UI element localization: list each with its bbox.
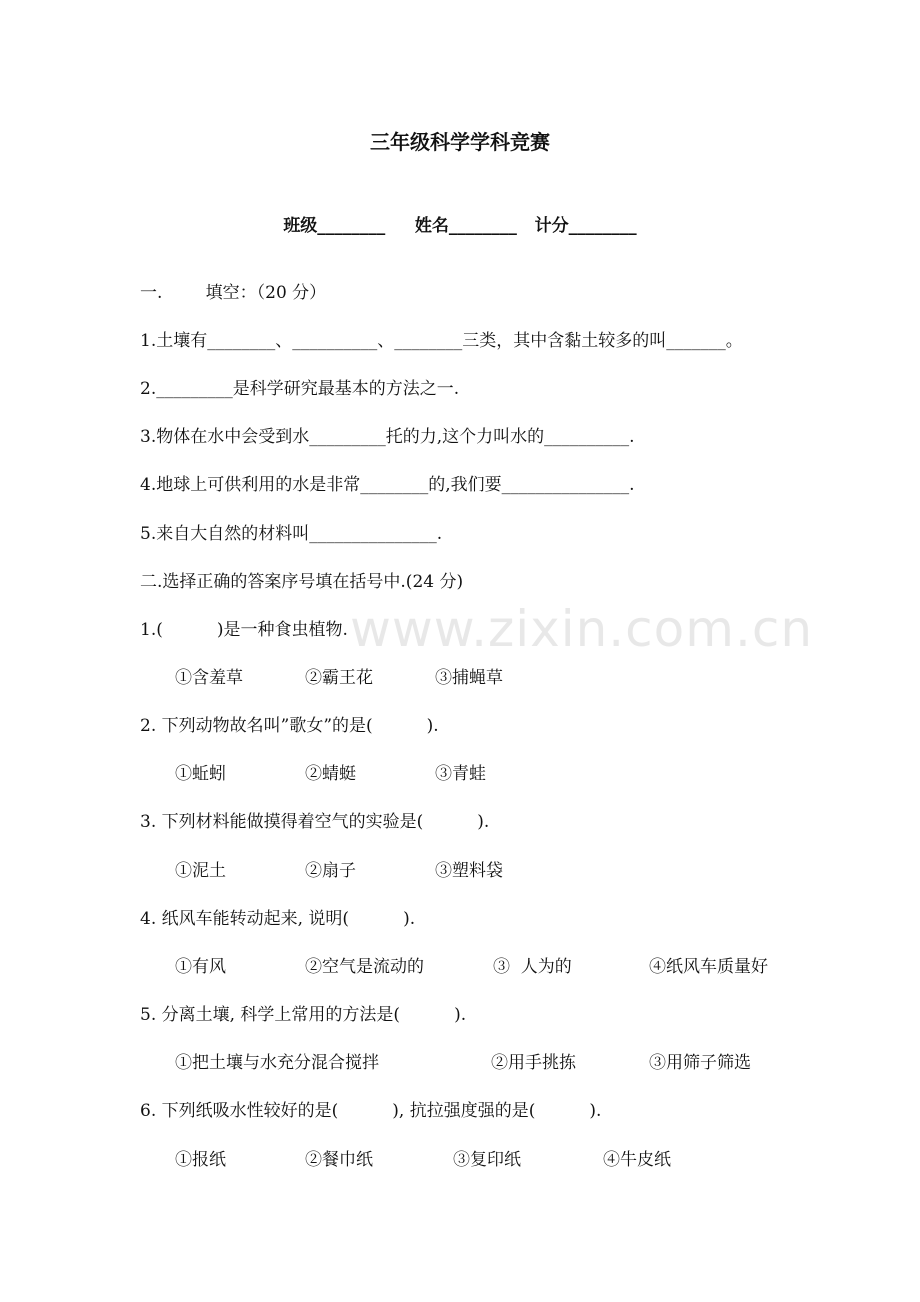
option: ②霸王花 [305, 668, 373, 688]
option: ③青蛙 [435, 764, 486, 784]
option: ③ 人为的 [493, 957, 572, 977]
option: ①泥土 [175, 861, 226, 881]
option: ③塑料袋 [435, 861, 503, 881]
choice-question-5: 5. 分离土壤, 科学上常用的方法是( ). [140, 1005, 467, 1025]
option: ④牛皮纸 [603, 1150, 671, 1170]
option: ②餐巾纸 [305, 1150, 373, 1170]
choice-question-1: 1.( )是一种食虫植物. [140, 620, 348, 640]
option: ②空气是流动的 [305, 957, 424, 977]
document-title: 三年级科学学科竞赛 [370, 130, 550, 154]
option: ①含羞草 [175, 668, 243, 688]
section1-heading: 一. 填空：（20 分） [140, 283, 327, 303]
student-info-line: 班级________ 姓名________ 计分________ [283, 216, 637, 236]
option: ①报纸 [175, 1150, 226, 1170]
option: ②蜻蜓 [305, 764, 356, 784]
fill-question-2: 2._________是科学研究最基本的方法之一. [140, 379, 460, 399]
option: ①蚯蚓 [175, 764, 226, 784]
fill-question-4: 4.地球上可供利用的水是非常________的,我们要_______________. [140, 475, 635, 495]
option: ③捕蝇草 [435, 668, 503, 688]
choice-question-2: 2. 下列动物故名叫”歌女”的是( ). [140, 716, 439, 736]
fill-question-3: 3.物体在水中会受到水_________托的力,这个力叫水的__________. [140, 427, 635, 447]
section2-heading: 二.选择正确的答案序号填在括号中.(24 分) [140, 572, 464, 592]
option: ①把土壤与水充分混合搅拌 [175, 1053, 379, 1073]
option: ②扇子 [305, 861, 356, 881]
watermark: www.zixin.com.cn [350, 600, 814, 658]
option: ①有风 [175, 957, 226, 977]
fill-question-5: 5.来自大自然的材料叫_______________. [140, 524, 443, 544]
choice-question-3: 3. 下列材料能做摸得着空气的实验是( ). [140, 812, 490, 832]
choice-question-6: 6. 下列纸吸水性较好的是( ), 抗拉强度强的是( ). [140, 1101, 602, 1121]
choice-options-6 [175, 1150, 671, 1250]
option: ③用筛子筛选 [649, 1053, 751, 1073]
fill-question-1: 1.土壤有________、__________、________三类，其中含黏土较多的叫_______。 [140, 331, 743, 351]
option: ②用手挑拣 [491, 1053, 576, 1073]
choice-question-4: 4. 纸风车能转动起来, 说明( ). [140, 909, 416, 929]
option: ③复印纸 [453, 1150, 521, 1170]
option: ④纸风车质量好 [649, 957, 768, 977]
